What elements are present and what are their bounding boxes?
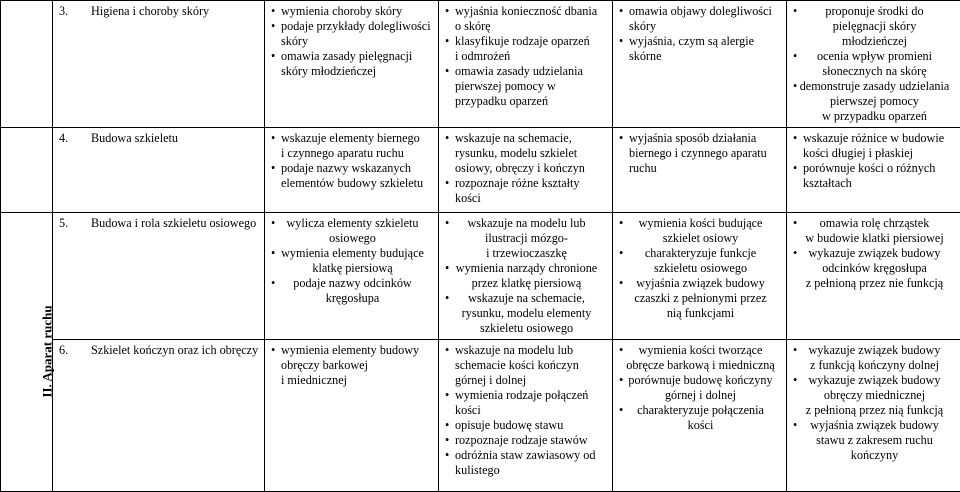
requirement-item: • wykazuje związek budowy (793, 373, 956, 388)
topic-cell (53, 1, 265, 128)
table-row (1, 128, 960, 213)
section-cell-empty (1, 128, 53, 213)
requirement-item: • klasyfikuje rodzaje oparzeń (445, 34, 608, 49)
requirements-list (271, 343, 434, 388)
requirement-item: • wykazuje związek budowy (793, 343, 956, 358)
requirement-item: • wyjaśnia związek budowy (619, 276, 782, 291)
requirements-list (793, 4, 956, 124)
requirement-item: • wykazuje związek budowy (793, 246, 956, 261)
requirement-item: • wymienia narządy chronione (445, 261, 608, 276)
requirement-item-continuation: z pełnioną przez nie funkcją (793, 276, 956, 291)
requirement-item-continuation: w przypadku oparzeń (793, 109, 956, 124)
requirement-item-continuation: i czynnego aparatu ruchu (271, 146, 434, 161)
table-row (1, 340, 960, 492)
requirements-list (619, 4, 782, 64)
requirement-item: • wylicza elementy szkieletu (271, 216, 434, 231)
requirements-list (793, 343, 956, 463)
requirement-item: • podaje przykłady dolegliwości (271, 19, 434, 34)
requirement-item: • podaje nazwy wskazanych (271, 161, 434, 176)
requirements-list (793, 131, 956, 191)
requirement-item: • wskazuje na schemacie, (445, 131, 608, 146)
requirement-item-continuation: kończyny (793, 448, 956, 463)
requirements-cell (613, 340, 787, 492)
section-cell-empty (1, 1, 53, 128)
requirements-list (445, 4, 608, 109)
topic-number: 5. (59, 216, 91, 231)
requirement-item-continuation: skóry (619, 19, 782, 34)
requirement-item-continuation: o skórę (445, 19, 608, 34)
requirement-item: • wskazuje różnice w budowie (793, 131, 956, 146)
requirement-item: • charakteryzuje funkcje (619, 246, 782, 261)
requirement-item: • podaje nazwy odcinków (271, 276, 434, 291)
requirement-item-continuation: z funkcją kończyny dolnej (793, 358, 956, 373)
requirement-item-continuation: czaszki z pełnionymi przez (619, 291, 782, 306)
requirement-item: • rozpoznaje rodzaje stawów (445, 433, 608, 448)
requirements-cell (613, 1, 787, 128)
requirement-item-continuation: obręczy barkowej (271, 358, 434, 373)
requirements-cell (439, 340, 613, 492)
requirement-item-continuation: w budowie klatki piersiowej (793, 231, 956, 246)
requirement-item-continuation: ilustracji mózgo- (445, 231, 608, 246)
requirement-item-continuation: pierwszej pomocy (793, 94, 956, 109)
requirement-item: • porównuje budowę kończyny (619, 373, 782, 388)
requirement-item: • ocenia wpływ promieni (793, 49, 956, 64)
requirements-cell (787, 1, 960, 128)
requirement-item-continuation: przypadku oparzeń (445, 94, 608, 109)
requirements-list (271, 4, 434, 79)
topic-number: 3. (59, 4, 91, 19)
requirement-item-continuation: i trzewioczaszkę (445, 246, 608, 261)
requirement-item-continuation: pielęgnacji skóry (793, 19, 956, 34)
requirement-item-continuation: nią funkcjami (619, 306, 782, 321)
requirement-item-continuation: kształtach (793, 176, 956, 191)
requirement-item: • wymienia rodzaje połączeń (445, 388, 608, 403)
requirement-item-continuation: górnej i dolnej (619, 388, 782, 403)
requirement-item-continuation: obręczy miednicznej (793, 388, 956, 403)
requirement-item-continuation: elementów budowy szkieletu (271, 176, 434, 191)
topic-number: 4. (59, 131, 91, 146)
requirements-list (619, 343, 782, 433)
requirement-item-continuation: przez klatkę piersiową (445, 276, 608, 291)
requirement-item-continuation: osiowego (271, 231, 434, 246)
requirement-item-continuation: i miednicznej (271, 373, 434, 388)
requirement-item-continuation: kości (445, 403, 608, 418)
requirements-cell (787, 340, 960, 492)
requirement-item: • wskazuje elementy biernego (271, 131, 434, 146)
requirement-item-continuation: skórne (619, 49, 782, 64)
requirement-item: • porównuje kości o różnych (793, 161, 956, 176)
requirement-item: • omawia rolę chrząstek (793, 216, 956, 231)
requirements-list (271, 216, 434, 306)
requirement-item-continuation: schemacie kości kończyn (445, 358, 608, 373)
requirements-list (271, 131, 434, 191)
requirement-item-continuation: kości (619, 418, 782, 433)
requirement-item-continuation: z pełnioną przez nią funkcją (793, 403, 956, 418)
topic-cell (53, 340, 265, 492)
requirement-item-continuation: ruchu (619, 161, 782, 176)
requirements-cell (439, 213, 613, 340)
requirement-item-continuation: biernego i czynnego aparatu (619, 146, 782, 161)
requirement-item: • wymienia elementy budujące (271, 246, 434, 261)
requirements-cell (613, 128, 787, 213)
requirements-list (793, 216, 956, 291)
table-row (1, 213, 960, 340)
requirement-item: • wskazuje na modelu lub (445, 343, 608, 358)
requirement-item-continuation: szkieletu osiowego (619, 261, 782, 276)
requirement-item-continuation: rysunku, modelu szkielet (445, 146, 608, 161)
section-label: II. Aparat ruchu (40, 305, 55, 397)
requirements-cell (265, 128, 439, 213)
requirement-item: • omawia zasady udzielania (445, 64, 608, 79)
requirements-list (445, 131, 608, 206)
requirement-item-continuation: obręcze barkową i miedniczną (619, 358, 782, 373)
requirements-list (619, 131, 782, 176)
requirement-item: • wyjaśnia konieczność dbania (445, 4, 608, 19)
requirement-item: • wskazuje na schemacie, (445, 291, 608, 306)
requirement-item-continuation: kulistego (445, 463, 608, 478)
requirement-item: • wymienia choroby skóry (271, 4, 434, 19)
requirements-list (619, 216, 782, 321)
requirement-item-continuation: klatkę piersiową (271, 261, 434, 276)
requirement-item: • demonstruje zasady udzielania (793, 79, 956, 94)
requirement-item: • omawia objawy dolegliwości (619, 4, 782, 19)
requirement-item-continuation: odcinków kręgosłupa (793, 261, 956, 276)
topic-cell (53, 213, 265, 340)
requirements-cell (265, 213, 439, 340)
requirements-cell (265, 340, 439, 492)
section-label-cell (1, 213, 53, 492)
requirement-item-continuation: górnej i dolnej (445, 373, 608, 388)
requirement-item: • wymienia elementy budowy (271, 343, 434, 358)
requirement-item: • charakteryzuje połączenia (619, 403, 782, 418)
requirement-item-continuation: skóry młodzieńczej (271, 64, 434, 79)
requirement-item-continuation: kości długiej i płaskiej (793, 146, 956, 161)
requirement-item-continuation: słonecznych na skórę (793, 64, 956, 79)
requirements-cell (265, 1, 439, 128)
topic-title: Budowa i rola szkieletu osiowego (91, 216, 256, 231)
requirements-list (445, 343, 608, 478)
requirement-item-continuation: młodzieńczej (793, 34, 956, 49)
requirement-item: • wyjaśnia sposób działania (619, 131, 782, 146)
requirement-item: • wyjaśnia, czym są alergie (619, 34, 782, 49)
requirement-item: • wyjaśnia związek budowy (793, 418, 956, 433)
requirement-item: • opisuje budowę stawu (445, 418, 608, 433)
topic-title: Budowa szkieletu (91, 131, 178, 146)
requirement-item-continuation: kręgosłupa (271, 291, 434, 306)
requirement-item: • wymienia kości budujące (619, 216, 782, 231)
requirements-cell (787, 213, 960, 340)
requirement-item-continuation: stawu z zakresem ruchu (793, 433, 956, 448)
requirement-item-continuation: i odmrożeń (445, 49, 608, 64)
requirement-item-continuation: szkielet osiowy (619, 231, 782, 246)
requirements-cell (613, 213, 787, 340)
requirements-cell (439, 1, 613, 128)
requirements-list (445, 216, 608, 336)
topic-cell (53, 128, 265, 213)
topic-number: 6. (59, 343, 91, 358)
requirement-item-continuation: kości (445, 191, 608, 206)
requirement-item: • odróżnia staw zawiasowy od (445, 448, 608, 463)
requirement-item: • proponuje środki do (793, 4, 956, 19)
requirement-item-continuation: osiowy, obręczy i kończyn (445, 161, 608, 176)
requirement-item-continuation: rysunku, modelu elementy (445, 306, 608, 321)
requirement-item: • wymienia kości tworzące (619, 343, 782, 358)
requirements-cell (787, 128, 960, 213)
requirements-cell (439, 128, 613, 213)
requirement-item-continuation: skóry (271, 34, 434, 49)
requirement-item: • wskazuje na modelu lub (445, 216, 608, 231)
requirement-item: • rozpoznaje różne kształty (445, 176, 608, 191)
requirement-item-continuation: pierwszej pomocy w (445, 79, 608, 94)
table-row (1, 1, 960, 128)
requirement-item: • omawia zasady pielęgnacji (271, 49, 434, 64)
requirement-item-continuation: szkieletu osiowego (445, 321, 608, 336)
topic-title: Szkielet kończyn oraz ich obręczy (91, 343, 258, 358)
topic-title: Higiena i choroby skóry (91, 4, 209, 19)
